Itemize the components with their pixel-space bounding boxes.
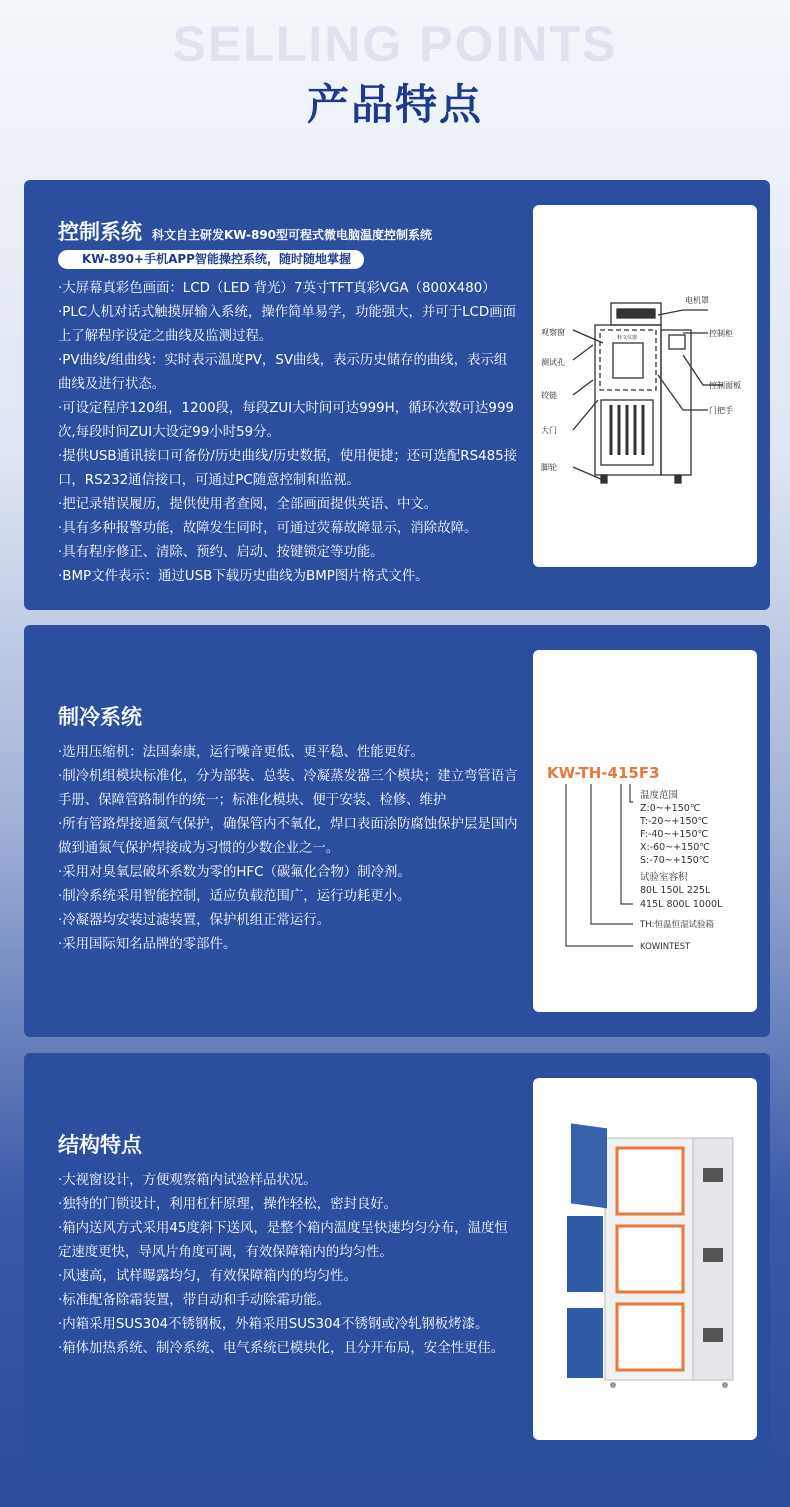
label-motor-cover: 电机罩 — [685, 296, 709, 305]
section-title: 制冷系统 — [58, 705, 142, 729]
cooling-system-card — [24, 625, 770, 1037]
feature-list — [58, 277, 520, 589]
feature-item: ·提供USB通讯接口可备份/历史曲线/历史数据，使用便捷；还可选配RS485接口，RS232通信接口，可通过PC随意控制和监视。 — [58, 449, 518, 488]
feature-item: ·风速高，试样曝露均匀，有效保障箱内的均匀性。 — [58, 1269, 357, 1284]
temp-option: Z:0~+150℃ — [640, 803, 701, 814]
label-window: 观察窗 — [541, 328, 565, 337]
model-code-diagram — [533, 650, 757, 1012]
label-control-panel: 控制面板 — [709, 381, 741, 390]
brand-label: KOWINTEST — [640, 942, 691, 952]
chamber-diagram — [533, 205, 757, 567]
label-handle: 门把手 — [709, 406, 733, 415]
feature-item: ·BMP文件表示：通过USB下载历史曲线为BMP图片格式文件。 — [58, 569, 429, 584]
feature-item: ·独特的门锁设计，利用杠杆原理，操作轻松，密封良好。 — [58, 1197, 398, 1212]
feature-item: ·可设定程序120组，1200段，每段ZUI大时间可达999H，循环次数可达999次,每段时间ZUI大设定99小时59分。 — [58, 401, 514, 440]
label-hinge: 铰链 — [541, 391, 557, 400]
feature-item: ·制冷机组模块标准化，分为部装、总装、冷凝蒸发器三个模块；建立弯管语言手册、保障管路制作的统一；标准化模块、便于安装、检修、维护 — [58, 769, 518, 808]
temp-option: X:-60~+150℃ — [640, 842, 710, 853]
temp-option: S:-70~+150℃ — [640, 855, 710, 866]
control-system-card — [24, 180, 770, 610]
chamber-diagram-image — [533, 205, 757, 567]
section-subtitle: 科文自主研发KW-890型可程式微电脑温度控制系统 — [152, 228, 433, 242]
feature-item: ·选用压缩机：法国泰康，运行噪音更低、更平稳、性能更好。 — [58, 745, 424, 760]
label-test-hole: 测试孔 — [541, 358, 565, 367]
label-brand: 科文仪器 — [617, 335, 638, 341]
app-control-badge: KW-890+手机APP智能操控系统，随时随地掌握 — [58, 250, 364, 269]
type-label: TH:恒温恒湿试验箱 — [640, 920, 714, 930]
feature-item: ·采用对臭氧层破坏系数为零的HFC（碳氟化合物）制冷剂。 — [58, 865, 411, 880]
temp-option: F:-40~+150℃ — [640, 829, 709, 840]
model-code: KW-TH-415F3 — [547, 764, 660, 782]
feature-list — [58, 741, 520, 957]
feature-item: ·制冷系统采用智能控制，适应负载范围广，运行功耗更小。 — [58, 889, 411, 904]
feature-item: ·冷凝器均安装过滤装置，保护机组正常运行。 — [58, 913, 331, 928]
stacked-chamber-image — [533, 1078, 757, 1440]
feature-item: ·大视窗设计，方便观察箱内试验样品状况。 — [58, 1173, 317, 1188]
volume-option: 415L 800L 1000L — [640, 899, 723, 910]
volume-option: 80L 150L 225L — [640, 885, 711, 896]
label-caster: 脚轮 — [541, 463, 557, 472]
feature-item: ·箱内送风方式采用45度斜下送风，是整个箱内温度呈快速均匀分布，温度恒定速度更快，导风片角度可调，有效保障箱内的均匀性。 — [58, 1221, 508, 1260]
feature-list — [58, 1169, 520, 1361]
feature-item: ·大屏幕真彩色画面：LCD（LED 背光）7英寸TFT真彩VGA（800X480） — [58, 281, 496, 296]
stacked-chamber-photo — [533, 1078, 757, 1440]
feature-item: ·PLC人机对话式触摸屏输入系统，操作简单易学，功能强大，并可于LCD画面上了解程序设定之曲线及监测过程。 — [58, 305, 516, 344]
volume-title: 试验室容积 — [640, 872, 688, 883]
section-title-text: 控制系统 — [58, 220, 142, 244]
feature-item: ·把记录错误履历，提供使用者查阅，全部画面提供英语、中文。 — [58, 497, 438, 512]
feature-item: ·具有程序修正、清除、预约、启动、按键锁定等功能。 — [58, 545, 384, 560]
feature-item: ·箱体加热系统、制冷系统、电气系统已模块化，且分开布局，安全性更佳。 — [58, 1341, 505, 1356]
watermark: SELLING POINTS — [172, 16, 618, 72]
section-title: 结构特点 — [58, 1133, 142, 1157]
feature-item: ·所有管路焊接通氮气保护，确保管内不氧化，焊口表面涂防腐蚀保护层是国内做到通氮气保护焊接成为习惯的少数企业之一。 — [58, 817, 518, 856]
temp-range-title: 温度范围 — [640, 790, 679, 801]
feature-item: ·采用国际知名品牌的零部件。 — [58, 937, 237, 952]
feature-item: ·内箱采用SUS304不锈钢板，外箱采用SUS304不锈钢或冷轧钢板烤漆。 — [58, 1317, 489, 1332]
feature-item: ·具有多种报警功能，故障发生同时，可通过荧幕故障显示，消除故障。 — [58, 521, 478, 536]
section-title — [58, 216, 432, 246]
feature-item: ·PV曲线/组曲线：实时表示温度PV，SV曲线，表示历史储存的曲线，表示组曲线及进行状态。 — [58, 353, 508, 392]
structure-card — [24, 1053, 770, 1467]
page-title: 产品特点 — [306, 80, 483, 129]
temp-option: T:-20~+150℃ — [640, 816, 709, 827]
label-control-cabinet: 控制柜 — [709, 329, 733, 338]
feature-item: ·标准配备除霜装置，带自动和手动除霜功能。 — [58, 1293, 331, 1308]
model-code-image — [533, 650, 757, 1012]
label-door: 大门 — [541, 426, 557, 435]
